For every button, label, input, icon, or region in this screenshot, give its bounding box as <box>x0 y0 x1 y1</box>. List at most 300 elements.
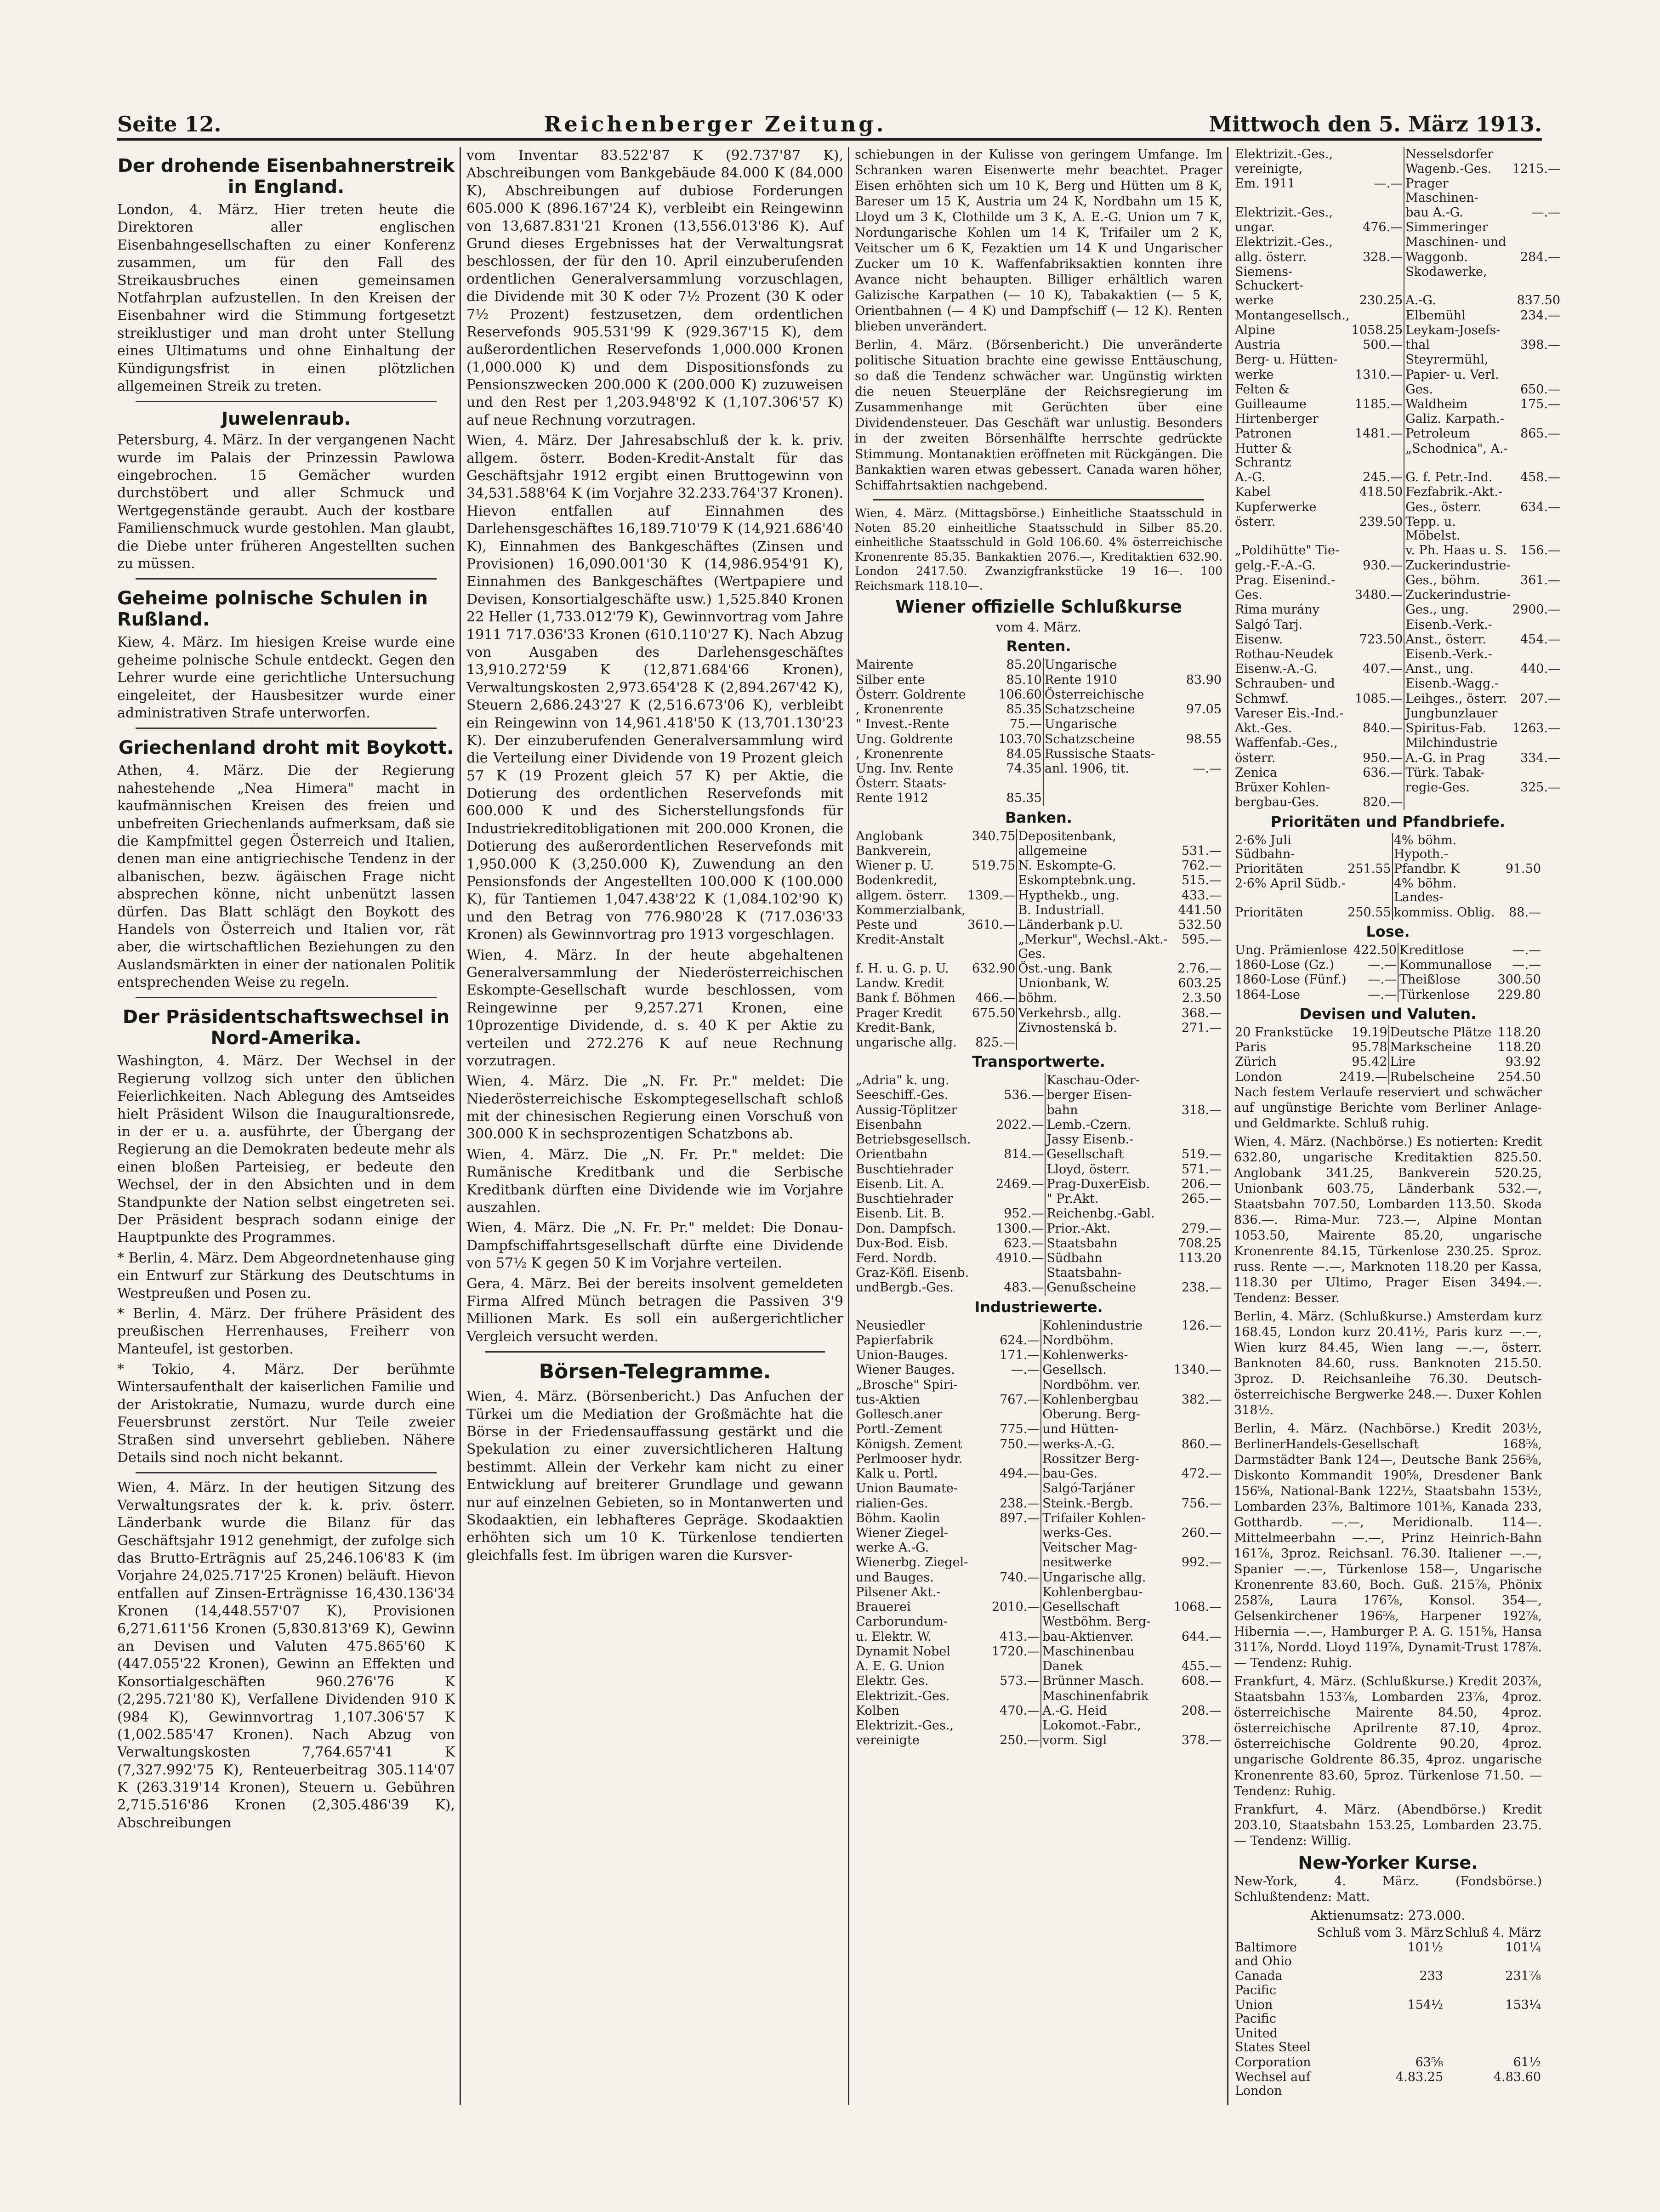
table-cell: 1068.— <box>1173 1600 1222 1615</box>
table-row <box>855 1132 1222 1147</box>
table-cell <box>1351 235 1404 250</box>
table-cell: Papier- u. Verl. <box>1405 367 1499 382</box>
article-text: Washington, 4. März. Der Wechsel in der Regierung vollzog sich unter den üblichen Feierlichkeiten. Nach Ablegung des Amtseides hielt Präsident Wilson die Inauguraltionsrede, in der er u. a. ausführte, der Übergang der Regierung an die Demokraten bedeute mehr als einen bloßen Parteisieg, er bedeute den Wechsel, der in den Absichten und in dem Standpunkte der Nation selbst eingetreten sei. Der Präsident besprach sodann einige der Hauptpunkte des Programmes. <box>117 1053 455 1246</box>
table-cell: 231⅞ <box>1505 1969 1541 1984</box>
table-cell <box>1351 573 1404 588</box>
table-row <box>855 991 1222 1006</box>
table-cell: Betriebsgesellsch. <box>856 1132 971 1147</box>
table-cell: , Kronenrente <box>856 746 944 761</box>
table-cell: Kohlenindustrie <box>1042 1318 1143 1333</box>
table-row <box>855 1511 1222 1526</box>
table-cell: 2·6% April Südb.- <box>1235 876 1346 891</box>
table-cell: Brauerei <box>856 1600 911 1615</box>
table-cell: 238.— <box>1181 1280 1222 1295</box>
table-cell: Baltimore and Ohio <box>1235 1940 1297 1969</box>
table-row <box>1234 1940 1542 1969</box>
table-cell: Mairente <box>856 658 914 672</box>
table-row <box>1234 2026 1542 2055</box>
table-cell <box>1404 795 1512 810</box>
table-row <box>855 829 1222 844</box>
table-cell: 1263.— <box>1512 721 1561 736</box>
table-row <box>1234 677 1561 691</box>
table-row <box>1234 382 1561 397</box>
table-cell <box>1178 658 1222 672</box>
table-cell: 632.90 <box>966 961 1017 976</box>
table-cell: 4910.— <box>988 1251 1045 1266</box>
table-cell: Ung. Goldrente <box>856 732 953 746</box>
article-text: Berlin, 4. März. (Nachbörse.) Kredit 203½, BerlinerHandels-Gesellschaft 168⅝, Darmstädter Bank 124—, Deutsche Bank 256⅝, Diskonto Kommandit 190⅝, Dresdener Bank 156⅝, National-Bank 122½, Staatsbahn 153½, Lombarden 23⅞, Baltimore 101⅜, Kanada 233, Gotthardb. —.—, Meridionalb. 114—. Mittelmeerbahn —.—, Prinz Heinrich-Bahn 161⅞, 3proz. Reichsanl. 76.30. Italiener —.—, Spanier —.—, Türkenlose 158—, Ungarische Kronenrente 83.60, Boch. Guß. 215⅞, Phönix 258⅞, Laura 176⅞, Konsol. 354—, Gelsenkirchener 196⅝, Harpener 192⅞, Hibernia —.—, Hamburger P. A. G. 151⅝, Hansa 311⅞, Nordd. Lloyd 119⅞, Dynamit-Trust 178⅞. — Tendenz: Ruhig. <box>1234 1422 1542 1671</box>
table-cell <box>966 844 1017 859</box>
table-cell: Staatsbahn- <box>1046 1266 1122 1280</box>
table-cell: 265.— <box>1181 1192 1222 1206</box>
table-cell: 756.— <box>1181 1496 1222 1511</box>
article-title: Der Präsidentschaftswechsel in Nord-Amerika. <box>122 1006 450 1049</box>
table-cell: 466.— <box>966 991 1017 1006</box>
table-cell: 61½ <box>1513 2055 1541 2070</box>
table-cell: Hutter & Schrantz <box>1235 441 1292 470</box>
table-cell: Gesellsch. <box>1042 1363 1107 1377</box>
table-cell: Gesellschaft <box>1042 1600 1120 1615</box>
table-cell: A.-G. Heid <box>1042 1703 1107 1718</box>
table-cell <box>1178 776 1222 791</box>
table-cell <box>1512 706 1561 721</box>
table-cell: 1860-Lose (Gz.) <box>1235 958 1334 972</box>
table-cell: bau A.-G. <box>1405 205 1463 220</box>
table-cell <box>1166 1333 1222 1348</box>
table-cell: österr. <box>1235 751 1276 765</box>
table-cell: 483.— <box>988 1280 1045 1295</box>
table-cell: 930.— <box>1351 558 1404 573</box>
table-cell <box>1171 1132 1222 1147</box>
table-row <box>1234 943 1542 958</box>
table-cell: 1300.— <box>988 1222 1045 1236</box>
table-cell: 91.50 <box>1505 862 1541 876</box>
table-row <box>1234 265 1561 293</box>
table-cell <box>1512 558 1561 573</box>
table-cell: allg. österr. <box>1235 250 1307 264</box>
column-4 <box>1234 147 1561 2098</box>
table-cell: Carborundum- <box>856 1615 948 1629</box>
table-cell <box>1166 1541 1222 1555</box>
table-cell <box>1512 323 1561 338</box>
table-cell <box>984 1555 1041 1570</box>
table-cell <box>1351 162 1404 176</box>
table-cell <box>1017 1035 1177 1050</box>
table-cell: Peste und <box>856 918 918 933</box>
table-cell: thal <box>1405 338 1430 353</box>
table-row <box>855 933 1222 961</box>
table-cell: 418.50 <box>1351 485 1404 500</box>
article-text: Berlin, 4. März. (Börsenbericht.) Die unveränderte politische Situation brachte eine gewisse Enttäuschung, so daß die Tendenz schwächer war. Ungünstig wirkten die neuen Steuerpläne der Reichsregierung im Zusammenhange mit Gerüchten über eine Dividendensteuer. Das Geschäft war unlustig. Besonders in der zweiten Börsenhälfte herrschte gedrückte Stimmung. Montanaktien eröffneten mit Rückgängen. Die Bankaktien waren etwas gebessert. Canada waren höher, Schiffahrtsaktien nachgebend. <box>855 338 1222 493</box>
table-cell <box>1166 1615 1222 1629</box>
table-cell: 1860-Lose (Fünf.) <box>1235 972 1347 987</box>
table-row <box>855 1348 1222 1363</box>
table-cell: Kabel <box>1235 485 1271 500</box>
table-cell <box>1351 543 1404 558</box>
table-cell <box>1505 876 1542 905</box>
table-cell: Montangesellsch., <box>1235 308 1350 323</box>
table-row <box>855 1103 1222 1118</box>
table-cell: Aussig-Töplitzer <box>856 1103 957 1117</box>
table-row <box>855 1192 1222 1206</box>
table-cell: " Invest.-Rente <box>856 717 949 732</box>
table-cell: 368.— <box>1181 1006 1222 1020</box>
table-cell: Kommunallose <box>1399 958 1492 972</box>
table-cell: Kommerzialbank, <box>856 903 966 917</box>
table-cell: 675.50 <box>966 1006 1017 1021</box>
table-cell: 154½ <box>1407 1997 1444 2012</box>
table-cell: 95.78 <box>1337 1040 1388 1055</box>
table-cell: Wechsel auf London <box>1235 2070 1311 2098</box>
table-cell: Elektrizit.-Ges., <box>1235 205 1333 220</box>
table-cell: Wiener Bauges. <box>856 1363 955 1377</box>
table-cell: Dux-Bod. Eisb. <box>856 1236 949 1251</box>
table-cell: 207.— <box>1520 691 1561 706</box>
table-cell: 245.— <box>1351 470 1404 485</box>
table-cell: Patronen <box>1235 426 1292 441</box>
table-row <box>1234 766 1561 780</box>
table-cell: Paris <box>1235 1040 1267 1055</box>
table-row <box>855 1266 1222 1280</box>
table-row <box>855 1630 1222 1644</box>
table-cell: 624.— <box>984 1333 1041 1348</box>
table-cell <box>1351 603 1404 617</box>
table-row <box>1234 573 1561 588</box>
table-cell: —.— <box>1512 943 1541 957</box>
table-cell: Veitscher Mag- <box>1042 1541 1137 1555</box>
table-cell: 515.— <box>1181 873 1222 888</box>
table-row <box>855 844 1222 859</box>
table-cell: Schrauben- und <box>1235 677 1335 691</box>
table-cell: Deutsche Plätze <box>1390 1025 1492 1040</box>
table-row <box>1234 721 1561 736</box>
table-cell <box>1351 382 1404 397</box>
table-cell: Spiritus-Fab. <box>1405 721 1487 736</box>
table-cell: Eisenb.-Verk.- <box>1405 647 1492 661</box>
table-cell: 1185.— <box>1351 397 1404 412</box>
column-rule <box>460 147 461 2105</box>
table-cell: United States Steel <box>1235 2026 1311 2055</box>
table-cell: A.-G. <box>1405 293 1436 308</box>
table-cell: 2·6% Juli Südbahn- <box>1235 833 1295 861</box>
table-cell: 571.— <box>1181 1162 1222 1177</box>
table-cell <box>1512 795 1561 810</box>
table-cell: Eisenw. <box>1235 632 1283 647</box>
table-row <box>855 717 1222 732</box>
section-title: New-Yorker Kurse. <box>1298 1852 1478 1873</box>
table-cell: 750.— <box>984 1437 1041 1452</box>
table-cell: —.— <box>1193 761 1222 776</box>
column-2 <box>466 147 843 1567</box>
table-cell: 250.55 <box>1347 905 1392 920</box>
table-cell: 470.— <box>984 1704 1041 1718</box>
table-row <box>855 1481 1222 1496</box>
table-cell <box>1512 235 1561 250</box>
table-cell: 238.— <box>984 1496 1041 1511</box>
column-3 <box>855 147 1222 1748</box>
table-row <box>855 1222 1222 1236</box>
table-cell: —.— <box>1351 988 1398 1002</box>
table-cell: Steink.-Bergb. <box>1042 1496 1133 1511</box>
table-cell <box>1351 706 1404 721</box>
table-cell: Leykam-Josefs- <box>1405 323 1501 337</box>
article-text: London, 4. März. Hier treten heute die Direktoren aller englischen Eisenbahngesellschaften zu einer Konferenz zusammen, um für den Fall des Streikausbruches einen gemeinsamen Notfahrplan aufzustellen. In den Kreisen der Eisenbahner wird die Stimmung fortgesetzt streiklustiger und man droht unter Stellung eines Ultimatums und ohne Einhaltung der Kündigungsfrist in einen plötzlichen allgemeinen Streik zu treten. <box>117 202 455 394</box>
table-cell <box>1316 2026 1444 2055</box>
table-header <box>1234 1926 1316 1940</box>
table-cell: Buschtiehrader <box>856 1162 953 1177</box>
table-cell: Ungarische allg. <box>1042 1570 1146 1585</box>
table-cell <box>1351 618 1404 632</box>
table-cell: Oberung. Berg- <box>1042 1407 1140 1422</box>
table-heading: Devisen und Valuten. <box>1299 1005 1477 1023</box>
article-text: Wien, 4. März. Die „N. Fr. Pr." meldet: Die Niederösterreichische Eskomptegesellschaft schloß mit der chinesischen Regierung einen Vorschuß von 300.000 K in sechsprozentigen Schatzbons ab. <box>466 1073 843 1143</box>
table-row <box>1234 603 1561 617</box>
table-cell: 454.— <box>1520 632 1561 647</box>
table-cell: 740.— <box>984 1570 1041 1585</box>
table-cell: Rente 1912 <box>856 791 928 806</box>
table-row <box>855 1570 1222 1585</box>
table-row <box>855 1006 1222 1021</box>
table-cell: Schatzscheine <box>1044 702 1135 717</box>
table-cell: Em. 1911 <box>1235 176 1296 191</box>
table-row <box>1234 833 1542 862</box>
table-cell: Öst.-ung. Bank <box>1018 961 1112 976</box>
table-header: Schluß 4. März <box>1445 1925 1541 1940</box>
table-cell: 260.— <box>1181 1526 1222 1540</box>
table-cell: 865.— <box>1520 426 1561 441</box>
table-cell: allgemeine <box>1018 843 1087 858</box>
table-row <box>855 702 1222 717</box>
table-cell: Eisenb.-Wagg.- <box>1405 677 1499 691</box>
table-cell <box>1347 876 1392 905</box>
table-cell: 103.70 <box>989 732 1043 747</box>
table-row <box>1234 795 1561 810</box>
table-cell <box>1512 442 1561 470</box>
table-cell: Ungarische <box>1044 717 1117 732</box>
table-cell: Westböhm. Berg- <box>1042 1615 1151 1629</box>
table-cell: Elektrizit.-Ges., <box>1235 147 1333 161</box>
table-cell <box>1166 1718 1222 1733</box>
table-cell <box>966 873 1017 888</box>
table-cell <box>1512 588 1561 603</box>
table-cell: 318.— <box>1181 1103 1222 1117</box>
table-row <box>855 1733 1222 1748</box>
table-row <box>1234 1070 1542 1085</box>
separator <box>136 401 437 402</box>
table-cell: 63⅝ <box>1415 2055 1444 2070</box>
article-text: Athen, 4. März. Die der Regierung nahestehende „Nea Himera" macht in kaufmännischen Kreisen des freien und unbefreiten Griechenlands aufmerksam, daß sie die Kampfmittel gegen Österreich und Italien, denen man eine antigriechische Tendenz in der albanischen, bezw. ägäischen Frage nicht absprechen könne, nicht unbenützt lassen dürfen. Das Blatt schlägt den Boykott des Handels von Österreich und Italien vor, rät aber, die wirtschaftlichen Beziehungen zu den Auslandsmärkten in einer der nationalen Politik entsprechenden Weise zu regeln. <box>117 762 455 991</box>
table-cell: Genußscheine <box>1046 1280 1137 1295</box>
renten-table <box>855 658 1222 806</box>
table-cell: 284.— <box>1520 250 1561 264</box>
table-row <box>1234 618 1561 632</box>
table-cell: Steyrermühl, <box>1405 353 1489 367</box>
table-cell: 840.— <box>1351 721 1404 736</box>
table-cell <box>1512 176 1561 205</box>
table-cell: Ges. <box>1235 588 1262 603</box>
table-row <box>855 1615 1222 1629</box>
table-cell: 208.— <box>1181 1703 1222 1718</box>
table-cell: Depositenbank, <box>1018 829 1116 843</box>
separator <box>485 1351 825 1353</box>
table-cell <box>1043 791 1178 806</box>
table-row <box>855 1555 1222 1570</box>
table-cell: Tepp. u. Möbelst. <box>1405 514 1461 543</box>
table-cell: 382.— <box>1181 1392 1222 1407</box>
table-cell: 636.— <box>1351 766 1404 780</box>
table-row <box>1234 972 1542 987</box>
table-cell: 398.— <box>1520 338 1561 353</box>
table-row <box>855 1467 1222 1481</box>
table-row <box>855 747 1222 762</box>
article-text: Wien, 4. März. (Börsenbericht.) Das Anfuchen der Türkei um die Mediation der Großmächte hat die Börse in der Friedensauffassung gestärkt und die Spekulation zu einer zuversichtlicheren Haltung bestimmt. Allein der Verkehr kam nicht zu einer Entwicklung auf breiterer Grundlage und gewann nur auf einzelnen Gebieten, so in Montanwerten und Skodaaktien, ein lebhafteres Gepräge. Skodaaktien erhöhten sich um 10 K. Türkenlose tendierten gleichfalls fest. Im übrigen waren die Kursver- <box>466 1388 843 1564</box>
table-row <box>1234 543 1561 558</box>
table-cell: Union-Bauges. <box>856 1348 948 1363</box>
table-cell: Österr. Goldrente <box>856 687 966 702</box>
table-cell: werks-A.-G. <box>1042 1437 1115 1451</box>
table-cell: Zenica <box>1235 765 1277 780</box>
table-cell: Zuckerindustrie- <box>1405 558 1511 573</box>
table-row <box>855 1280 1222 1295</box>
table-cell <box>1166 1481 1222 1496</box>
table-cell: 837.50 <box>1517 293 1561 308</box>
table-cell: Papierfabrik <box>856 1333 934 1348</box>
table-cell: G. f. Petr.-Ind. <box>1405 470 1493 485</box>
table-cell: 251.55 <box>1347 862 1392 876</box>
table-cell: Zuckerindustrie- <box>1405 588 1511 603</box>
table-cell <box>1351 736 1404 751</box>
table-cell <box>966 976 1017 991</box>
table-cell <box>989 776 1043 791</box>
table-cell: Neusiedler <box>856 1318 925 1333</box>
table-cell <box>1351 205 1404 220</box>
table-row <box>1234 515 1561 543</box>
table-cell: Waffenfab.-Ges., <box>1235 736 1338 751</box>
table-cell: regie-Ges. <box>1405 780 1470 795</box>
table-cell <box>1512 220 1561 235</box>
separator <box>136 997 437 998</box>
table-cell: Elektrizit.-Ges., <box>856 1718 954 1733</box>
table-row <box>1234 1969 1542 1997</box>
table-cell <box>1347 833 1392 862</box>
table-row <box>855 888 1222 903</box>
table-cell: berger Eisen- <box>1046 1088 1132 1103</box>
table-cell: Eisenb.-Verk.- <box>1405 617 1492 632</box>
table-cell: „Schodnica", A.- <box>1405 441 1508 456</box>
table-row <box>1234 485 1561 500</box>
banken-table <box>855 829 1222 1051</box>
table-cell: Eisenb. Lit. A. <box>856 1177 944 1191</box>
article-text: schiebungen in der Kulisse von geringem Umfange. Im Schranken waren Eisenwerte mehr beachtet. Prager Eisen erhöhten sich um 10 K, Berg und Hütten um 8 K, Bareser um 15 K, Austria um 24 K, Nordbahn um 15 K, Lloyd um 3 K, Clothilde um 3 K, A. E.-G. Union um 7 K, Nordungarische Kohlen um 14 K, Trifailer um 2 K, Veitscher um 6 K, Fezaktien um 14 K und Ungarischer Zucker um 10 K. Waffenfabriksaktien konnten ihre Avance nicht behaupten. Billiger erhältlich waren Galizische Karpathen (— 10 K), Tabakaktien (— 5 K, Orientbahnen (— 4 K) und Dampfschiff (— 12 K). Renten blieben unverändert. <box>855 148 1222 334</box>
table-cell: 234.— <box>1520 308 1561 323</box>
table-cell: 494.— <box>984 1467 1041 1481</box>
article-text: * Tokio, 4. März. Der berühmte Wintersaufenthalt der kaiserlichen Familie und der Aristokratie, Numazu, wurde durch eine Feuersbrunst zerstört. Nur Teile zweier Straßen sind unversehrt geblieben. Nähere Details sind noch nicht bekannt. <box>117 1361 455 1466</box>
table-row <box>855 903 1222 918</box>
table-cell <box>984 1615 1041 1629</box>
table-cell <box>984 1689 1041 1704</box>
table-cell: 93.92 <box>1505 1055 1541 1069</box>
table-cell <box>1166 1422 1222 1437</box>
table-cell: 860.— <box>1181 1437 1222 1451</box>
table-cell: Rima murány <box>1235 603 1319 617</box>
table-cell: Wienerbg. Ziegel- <box>856 1555 968 1570</box>
table-row <box>855 1021 1222 1035</box>
table-cell: Prioritäten <box>1235 862 1303 876</box>
article-text: New-York, 4. März. (Fondsbörse.) Schlußtendenz: Matt. <box>1234 1874 1542 1904</box>
article-title: Griechenland droht mit Boykott. <box>118 737 454 759</box>
table-cell <box>1166 1585 1222 1600</box>
table-cell: 271.— <box>1181 1020 1222 1035</box>
table-cell: Elektr. Ges. <box>856 1674 929 1689</box>
table-row <box>855 1378 1222 1393</box>
section-title: Börsen-Telegramme. <box>539 1360 771 1384</box>
table-heading: Lose. <box>1366 922 1410 940</box>
table-row <box>855 1236 1222 1251</box>
table-cell: Skodawerke, <box>1405 264 1487 279</box>
article-title: Der drohende Eisenbahnerstreik in England. <box>117 155 455 198</box>
table-cell: 500.— <box>1351 338 1404 353</box>
table-cell: Petroleum <box>1405 426 1470 441</box>
table-row <box>855 688 1222 702</box>
table-row <box>855 1541 1222 1555</box>
table-cell: —.— <box>1531 205 1561 220</box>
table-cell: Maschinenbau <box>1042 1644 1135 1659</box>
table-cell: Simmeringer <box>1405 220 1488 235</box>
table-row <box>1234 905 1542 920</box>
article-text: * Berlin, 4. März. Der frühere Präsident des preußischen Herrenhauses, Freiherr von Manteufel, ist gestorben. <box>117 1305 455 1357</box>
table-cell: 767.— <box>984 1393 1041 1407</box>
table-cell: 2900.— <box>1512 603 1561 617</box>
table-cell <box>984 1659 1041 1674</box>
article-text: Wien, 4. März. Die „N. Fr. Pr." meldet: Die Donau-Dampfschiffahrtsgesellschaft dürfte eine Dividende von 57½ K gegen 50 K im Vorjahre verteilen. <box>466 1220 843 1272</box>
table-cell: Zivnostenská b. <box>1018 1020 1117 1035</box>
separator <box>136 578 437 580</box>
table-cell: Ung. Inv. Rente <box>856 761 954 776</box>
table-cell: Kupferwerke <box>1235 500 1317 514</box>
table-cell: 952.— <box>988 1206 1045 1221</box>
table-cell: Galiz. Karpath.- <box>1405 412 1505 426</box>
table-cell: Maschinen- und <box>1405 235 1507 250</box>
article-text: vom Inventar 83.522'87 K (92.737'87 K), Abschreibungen vom Bankgebäude 84.000 K (84.000 K), Abschreibungen auf dubiose Forderungen 605.000 K (896.167'24 K), verbleibt ein Reingewinn von 13,687.831'21 Kronen (13,556.013'86 K). Auf Grund dieses Ergebnisses hat der Verwaltungsrat beschlossen, der für den 10. April einzuberufenden ordentlichen Generalversammlung vorzuschlagen, die Dividende mit 30 K oder 7½ Prozent (30 K oder 7½ Prozent) festzusetzen, dem ordentlichen Reservefonds 905.531'99 K (929.367'15 K), dem außerordentlichen Reservefonds 1,000.000 Kronen (1,000.000 K) und dem Dispositionsfonds zu Pensionszwecken 200.000 K (200.000 K) zuzuweisen und den Rest per 1,203.948'92 K (1,107.306'57 K) auf neue Rechnung vorzutragen. <box>466 148 843 428</box>
table-cell <box>966 933 1017 961</box>
table-cell: Elektrizit.-Ges., <box>1235 235 1333 250</box>
header-rule <box>117 138 1542 141</box>
table-row <box>1234 176 1561 205</box>
table-cell: Nesselsdorfer <box>1405 147 1494 161</box>
table-cell: Bodenkredit, <box>856 873 938 888</box>
table-cell <box>1166 1689 1222 1704</box>
article-text: Frankfurt, 4. März. (Schlußkurse.) Kredit 203⅞, Staatsbahn 153⅞, Lombarden 23⅞, 4proz. österreichische Mairente 84.50, 4proz. österreichische Aprilrente 87.10, 4proz. österreichische Goldrente 90.20, 4proz. ungarische Goldrente 86.35, 4proz. ungarische Kronenrente 83.60, 5proz. Türkenlose 71.50. — Tendenz: Ruhig. <box>1234 1674 1542 1798</box>
table-cell: vereinigte <box>856 1733 920 1748</box>
table-cell: 254.50 <box>1497 1069 1541 1084</box>
table-row <box>855 1333 1222 1348</box>
table-cell: Kaschau-Oder- <box>1046 1073 1140 1088</box>
column-rule <box>848 147 849 2105</box>
table-cell <box>1177 1035 1222 1050</box>
table-cell <box>1351 147 1404 162</box>
table-cell: Lokomot.-Fabr., <box>1042 1718 1141 1733</box>
table-cell: 118.20 <box>1497 1040 1541 1055</box>
table-cell: Pilsener Akt.- <box>856 1585 941 1599</box>
table-cell: 708.25 <box>1178 1236 1222 1251</box>
table-cell <box>1166 1407 1222 1422</box>
table-cell: Anglobank <box>856 829 923 843</box>
table-cell: 126.— <box>1181 1318 1222 1333</box>
table-cell: Austria <box>1235 338 1281 353</box>
table-cell <box>1512 265 1561 293</box>
table-cell: Rothau-Neudek <box>1235 647 1334 661</box>
table-cell: 74.35 <box>989 762 1043 776</box>
